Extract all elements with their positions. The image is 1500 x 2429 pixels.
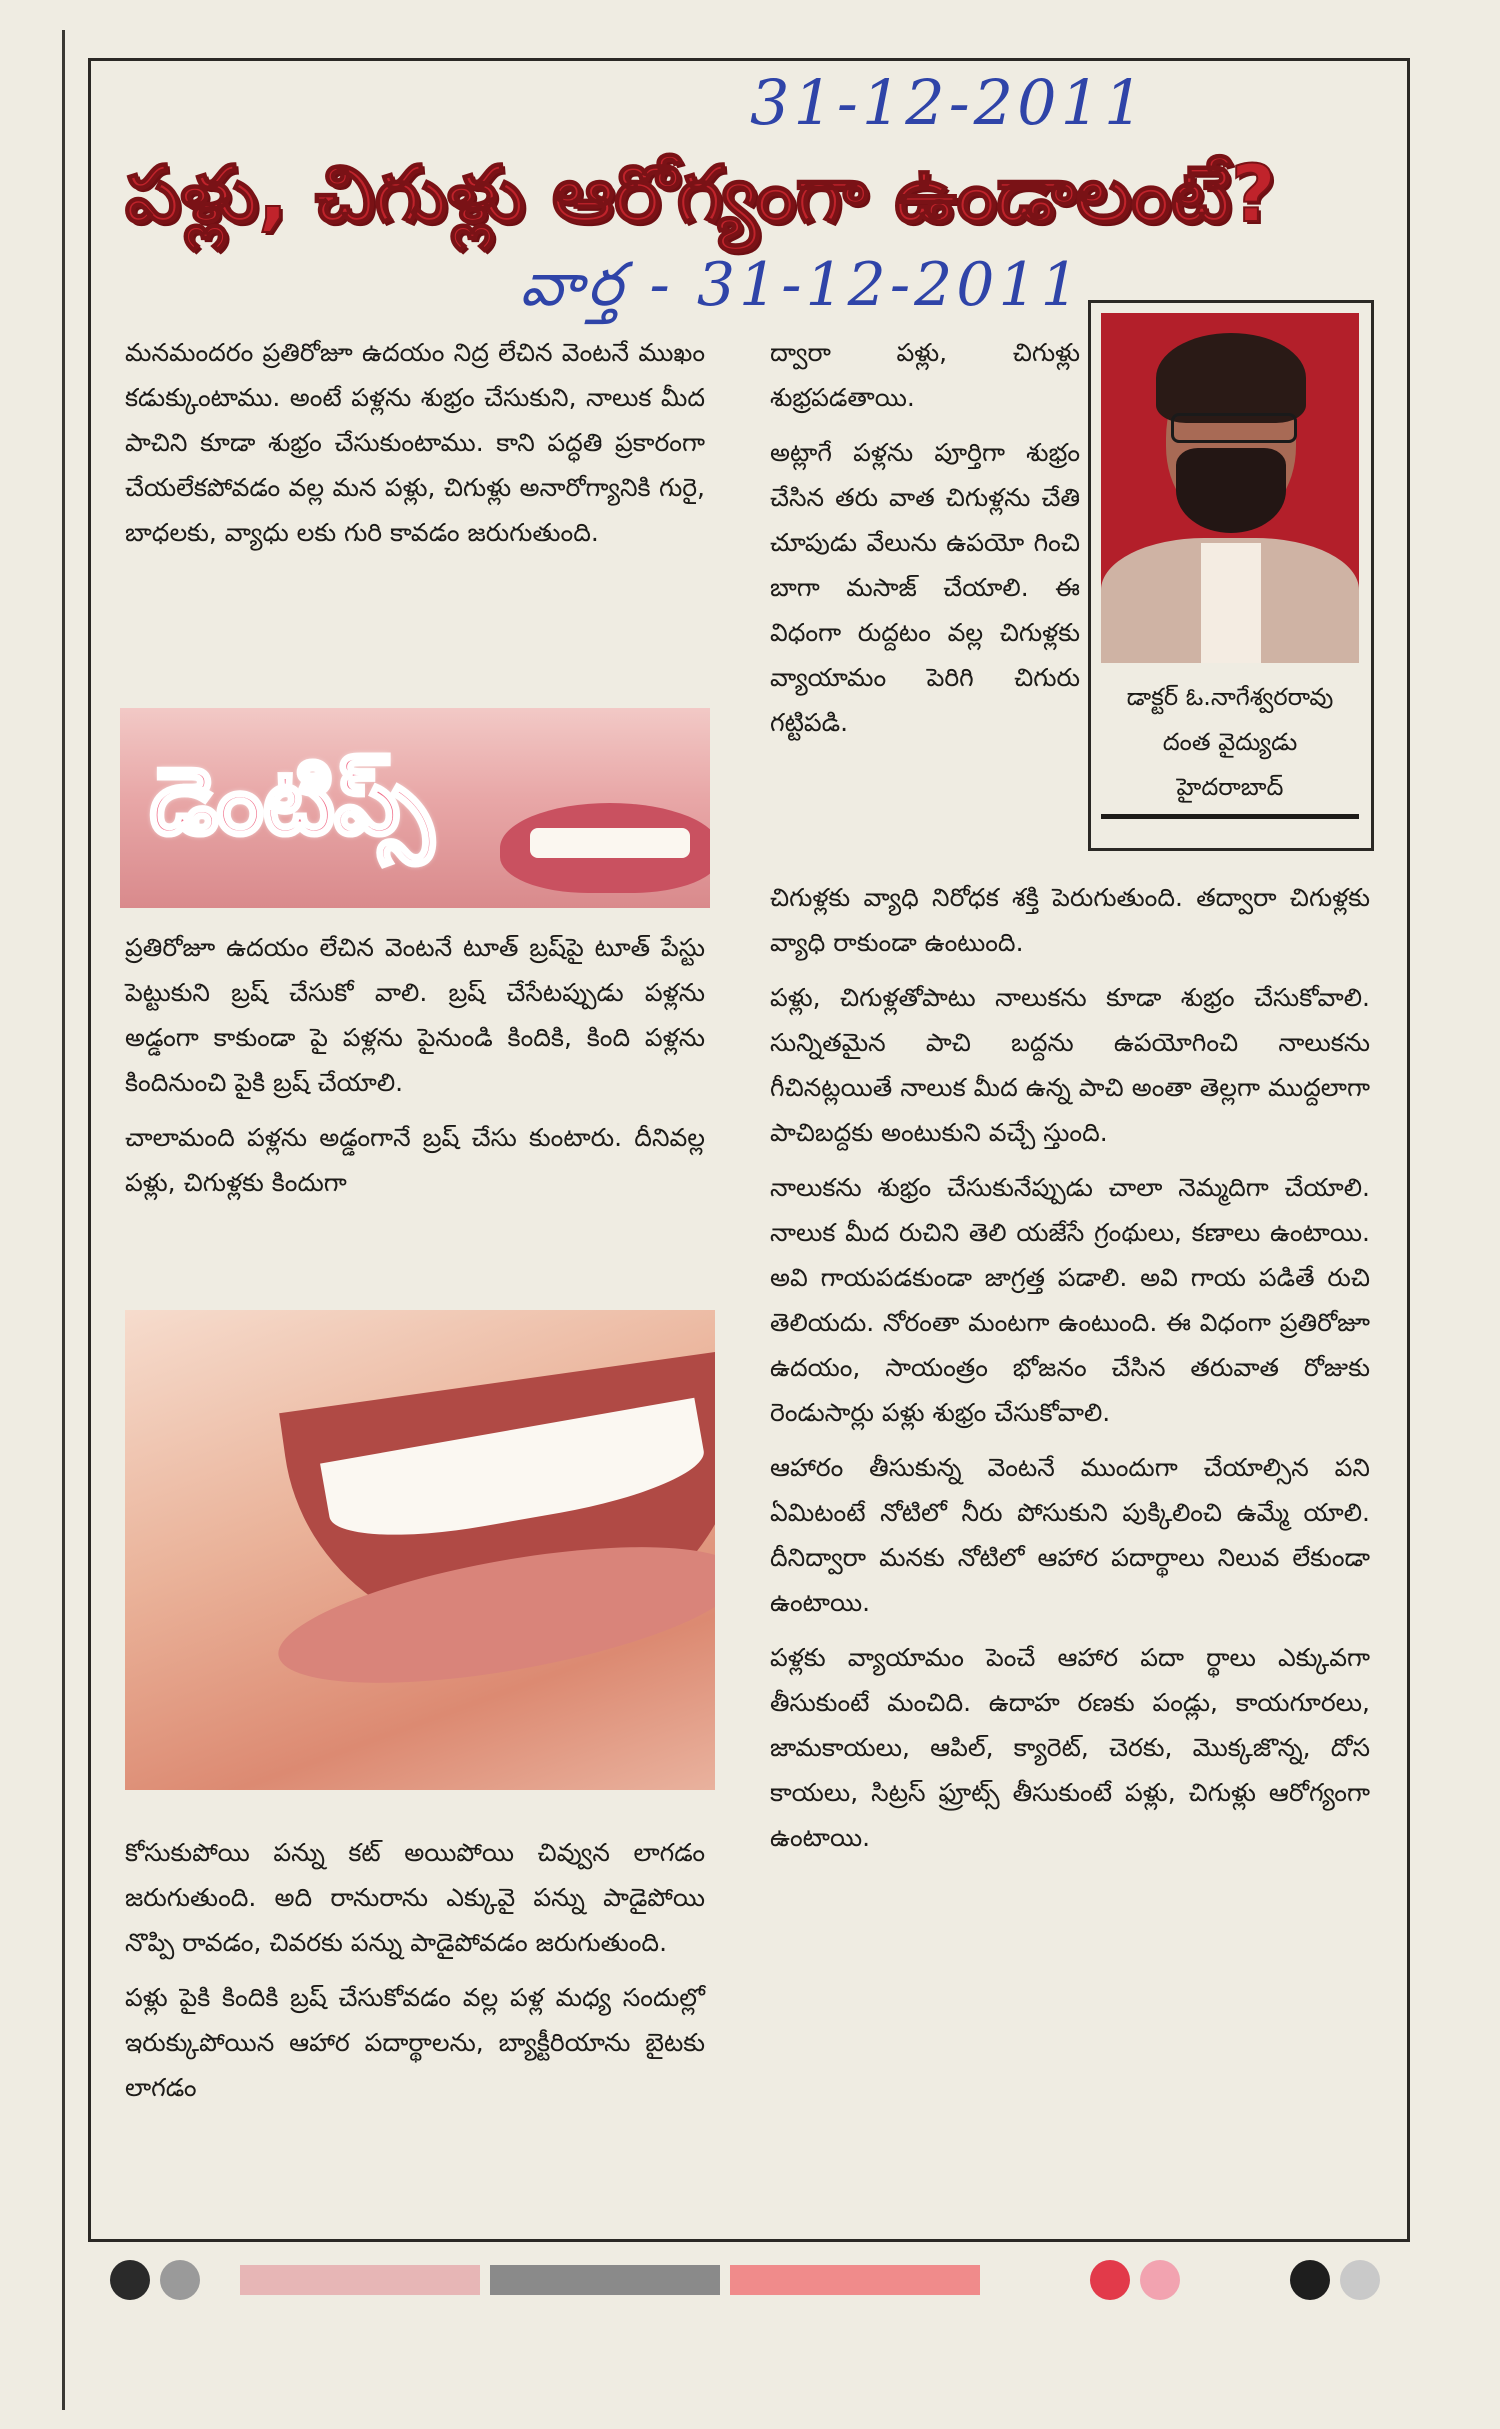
author-portrait	[1101, 313, 1359, 663]
portrait-beard	[1176, 448, 1286, 533]
banner-teeth-image	[530, 828, 690, 858]
column-1-intro	[125, 330, 705, 565]
registration-dot-light	[1340, 2260, 1380, 2300]
column-2-top	[770, 330, 1080, 755]
portrait-shirt	[1201, 543, 1261, 663]
author-city: హైదరాబాద్	[1176, 773, 1284, 801]
paragraph: ఆహారం తీసుకున్న వెంటనే ముందుగా చేయాల్సిన పని ఏమిటంటే నోటిలో నీరు పోసుకుని పుక్కిలించి ఉమ్మే యాలి. దీనిద్వారా మనకు నోటిలో ఆహార పదార్థాలు నిలువ లేకుండా ఉంటాయి.	[770, 1453, 1370, 1617]
paragraph: ప్రతిరోజూ ఉదయం లేచిన వెంటనే టూత్ బ్రష్‌పై టూత్ పేస్టు పెట్టుకుని బ్రష్ చేసుకో వాలి. బ్రష్ చేసేటప్పుడు పళ్లను అడ్డంగా కాకుండా పై పళ్లను పైనుండి కిందికి, కింది పళ్లను కిందినుంచి పైకి బ్రష్ చేయాలి.	[125, 933, 705, 1097]
portrait-hair	[1156, 333, 1306, 423]
column-2-body	[770, 875, 1370, 1870]
paragraph: చిగుళ్లకు వ్యాధి నిరోధక శక్తి పెరుగుతుంది. తద్వారా చిగుళ్లకు వ్యాధి రాకుండా ఉంటుంది.	[770, 883, 1370, 957]
banner-title: డెంటిప్స్	[150, 748, 434, 855]
color-bar-red	[730, 2265, 980, 2295]
portrait-glasses	[1171, 413, 1297, 443]
handwritten-date: 31-12-2011	[750, 66, 1148, 139]
intro-paragraph: మనమందరం ప్రతిరోజూ ఉదయం నిద్ర లేచిన వెంటనే ముఖం కడుక్కుంటాము. అంటే పళ్లను శుభ్రం చేసుకుని, నాలుక మీద పాచిని కూడా శుభ్రం చేసుకుంటాము. కాని పద్ధతి ప్రకారంగా చేయలేకపోవడం వల్ల మన పళ్లు, చిగుళ్లు అనారోగ్యానికి గురై, బాధలకు, వ్యాధు లకు గురి కావడం జరుగుతుంది.	[125, 338, 705, 547]
author-caption	[1101, 675, 1359, 819]
registration-dot-black	[110, 2260, 150, 2300]
registration-dot-gray	[160, 2260, 200, 2300]
registration-dot-pink	[1140, 2260, 1180, 2300]
page-edge-rule	[62, 30, 65, 2410]
paragraph: నాలుకను శుభ్రం చేసుకునేప్పుడు చాలా నెమ్మదిగా చేయాలి. నాలుక మీద రుచిని తెలి యజేసే గ్రంథులు, కణాలు ఉంటాయి. అవి గాయపడకుండా జాగ్రత్త పడాలి. అవి గాయ పడితే రుచి తెలియదు. నోరంతా మంటగా ఉంటుంది. ఈ విధంగా ప్రతిరోజూ ఉదయం, సాయంత్రం భోజనం చేసిన తరువాత రోజుకు రెండుసార్లు పళ్లు శుభ్రం చేసుకోవాలి.	[770, 1173, 1370, 1427]
author-role: దంత వైద్యుడు	[1162, 728, 1298, 756]
paragraph: కోసుకుపోయి పన్ను కట్ అయిపోయి చివ్వున లాగడం జరుగుతుంది. అది రానురాను ఎక్కువై పన్ను పాడైపోయి నొప్పి రావడం, చివరకు పన్ను పాడైపోవడం జరుగుతుంది.	[125, 1838, 705, 1957]
caption-rule	[1101, 814, 1359, 819]
handwritten-source-note: వార్త - 31-12-2011	[520, 250, 1083, 320]
paragraph: పళ్లకు వ్యాయామం పెంచే ఆహార పదా ర్థాలు ఎక్కువగా తీసుకుంటే మంచిది. ఉదాహ రణకు పండ్లు, కాయగూరలు, జామకాయలు, ఆపిల్, క్యారెట్, చెరకు, మొక్కజొన్న, దోస కాయలు, సిట్రస్ ఫ్రూట్స్ తీసుకుంటే పళ్లు, చిగుళ్లు ఆరోగ్యంగా ఉంటాయి.	[770, 1643, 1370, 1852]
paragraph: చాలామంది పళ్లను అడ్డంగానే బ్రష్ చేసు కుంటారు. దీనివల్ల పళ్లు, చిగుళ్లకు కిందుగా	[125, 1123, 705, 1197]
paragraph: పళ్లు, చిగుళ్లతోపాటు నాలుకను కూడా శుభ్రం చేసుకోవాలి. సున్నితమైన పాచి బద్దను ఉపయోగించి నాలుకను గీచినట్లయితే నాలుక మీద ఉన్న పాచి అంతా తెల్లగా ముద్దలాగా పాచిబద్దకు అంటుకుని వచ్చే స్తుంది.	[770, 983, 1370, 1147]
paragraph: ద్వారా పళ్లు, చిగుళ్లు శుభ్రపడతాయి.	[770, 338, 1080, 412]
color-bar-pink	[240, 2265, 480, 2295]
dentips-banner	[120, 708, 710, 908]
paragraph: అట్లాగే పళ్లను పూర్తిగా శుభ్రం చేసిన తరు వాత చిగుళ్లను చేతి చూపుడు వేలును ఉపయో గించి బాగా మసాజ్ చేయాలి. ఈ విధంగా రుద్దటం వల్ల చిగుళ్లకు వ్యాయామం పెరిగి చిగురు గట్టిపడి.	[770, 438, 1080, 737]
author-name: డాక్టర్ ఓ.నాగేశ్వరరావు	[1126, 683, 1334, 711]
column-1-middle	[125, 925, 705, 1215]
registration-dot-red	[1090, 2260, 1130, 2300]
registration-dot-black-2	[1290, 2260, 1330, 2300]
print-registration-strip	[90, 2260, 1410, 2300]
article-headline: పళ్లు, చిగుళ్లు ఆరోగ్యంగా ఉండాలంటే?	[125, 150, 1277, 240]
smile-photo	[125, 1310, 715, 1790]
paragraph: పళ్లు పైకి కిందికి బ్రష్ చేసుకోవడం వల్ల పళ్ల మధ్య సందుల్లో ఇరుక్కుపోయిన ఆహార పదార్థాలను, బ్యాక్టీరియాను బైటకు లాగడం	[125, 1983, 705, 2102]
column-1-end	[125, 1830, 705, 2120]
color-bar-gray	[490, 2265, 720, 2295]
author-box	[1088, 300, 1374, 851]
